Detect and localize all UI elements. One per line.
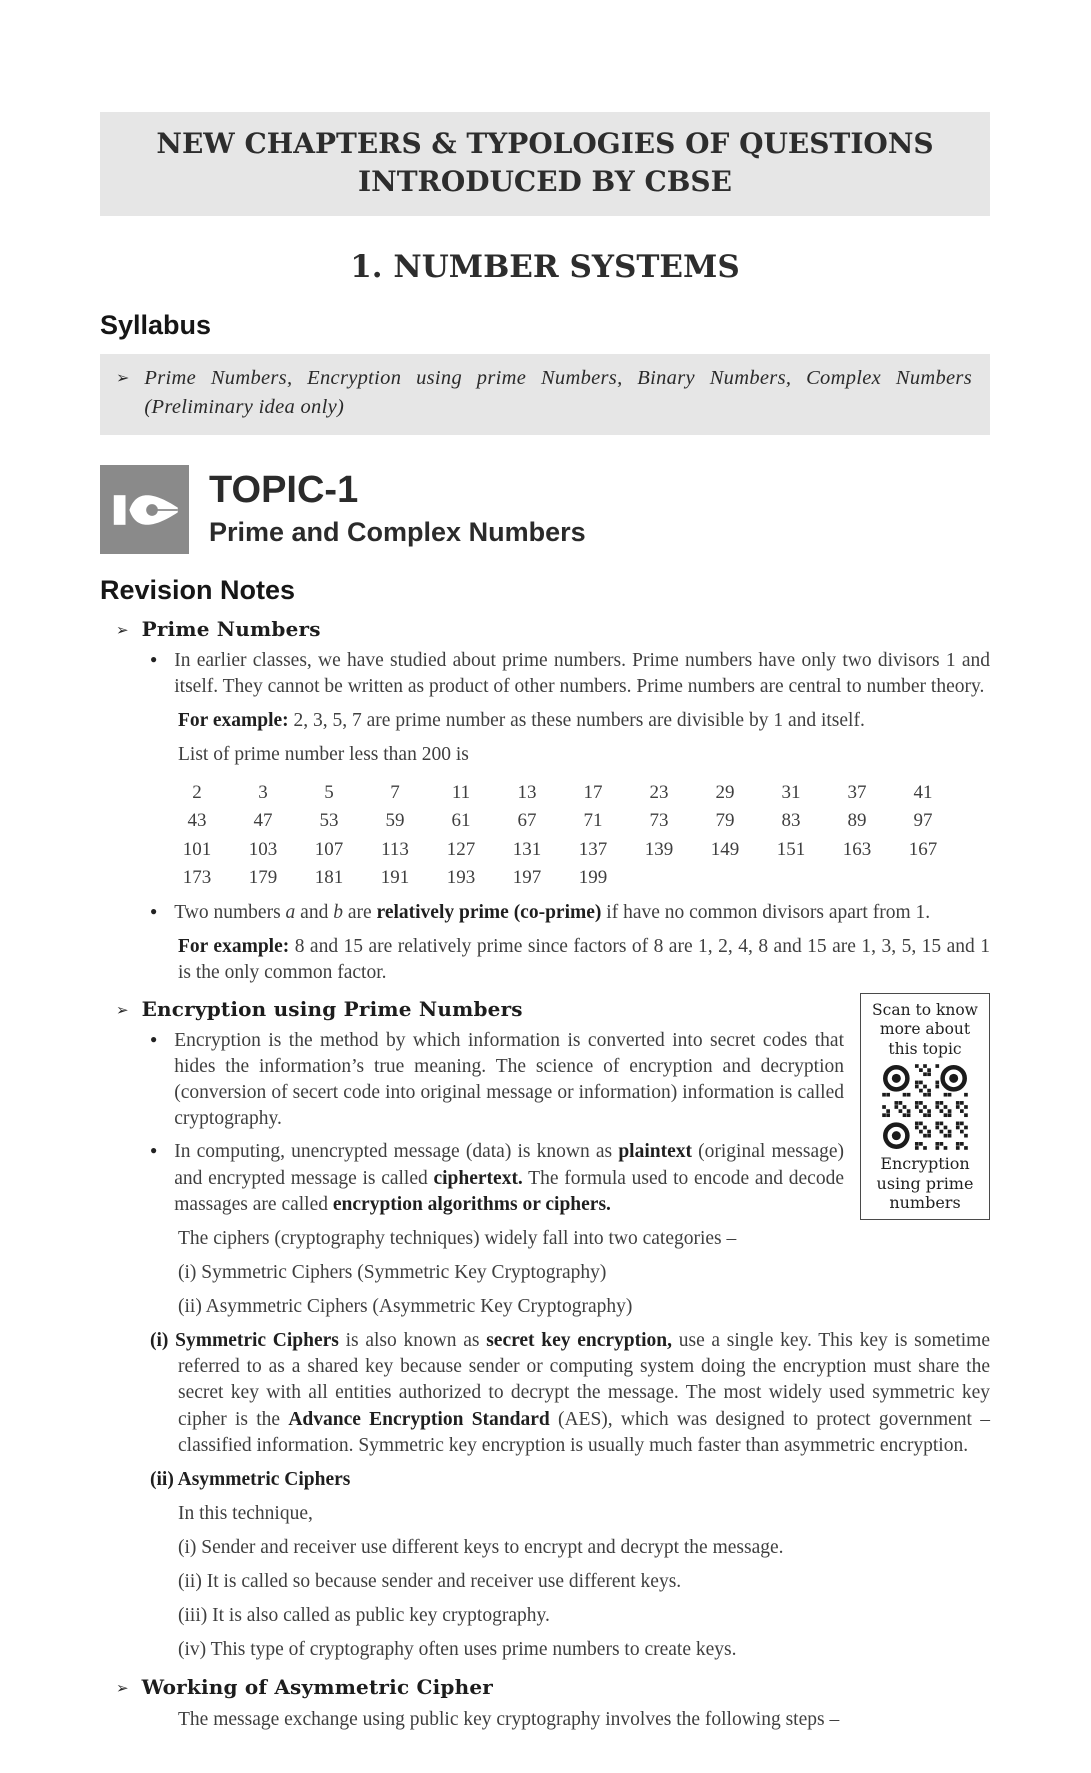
prime-example-1: [178, 708, 990, 734]
text-segment: ciphertext.: [433, 1167, 523, 1189]
prime-example-2: [178, 934, 990, 986]
prime-number: 137: [578, 838, 608, 860]
working-intro: The message exchange using public key cryptography involves the following steps –: [178, 1708, 840, 1730]
prime-bullet-1: [150, 648, 990, 700]
prime-number: 43: [187, 810, 207, 832]
prime-number: 127: [446, 838, 476, 860]
prime-number: 3: [258, 781, 268, 803]
revision-notes-heading: Revision Notes: [100, 575, 296, 606]
text-segment: For example:: [178, 935, 290, 957]
prime-number: 193: [446, 867, 476, 889]
asymmetric-ciphers-heading: (ii) Asymmetric Ciphers: [150, 1468, 351, 1490]
prime-number: 107: [314, 838, 344, 860]
prime-number: 103: [248, 838, 278, 860]
text-segment: Advance Encryption Standard: [288, 1408, 550, 1430]
prime-number: 89: [847, 810, 867, 832]
cipher-category-i: (i) Symmetric Ciphers (Symmetric Key Cryptography): [178, 1261, 607, 1283]
bullet-icon: ●: [150, 1143, 158, 1158]
text-segment: 2, 3, 5, 7 are prime number as these numbers are divisible by 1 and itself.: [288, 710, 865, 732]
text-segment: use a single key. This key is sometime referred to as a shared key because sender or computing system doing the encryption must share the secret key with all entities authorized to decrypt the message. The most widely used symmetric key cipher is the: [178, 1330, 991, 1430]
asymmetric-point-4: (iv) This type of cryptography often uses prime numbers to create keys.: [178, 1639, 737, 1661]
asymmetric-point-2: (ii) It is called so because sender and receiver use different keys.: [178, 1571, 682, 1593]
text-segment: are: [342, 901, 377, 923]
prime-table-row: [164, 836, 956, 865]
prime-bullet-2: [150, 900, 990, 926]
ciphers-intro: The ciphers (cryptography techniques) widely fall into two categories –: [178, 1227, 737, 1249]
prime-table-row: [164, 864, 956, 893]
asymmetric-intro: In this technique,: [178, 1502, 313, 1524]
prime-number: 17: [583, 781, 603, 803]
prime-number: 47: [253, 810, 273, 832]
prime-number: 7: [390, 781, 400, 803]
prime-number: 173: [182, 867, 212, 889]
prime-number: 167: [908, 838, 938, 860]
prime-number: 67: [517, 810, 537, 832]
topic-header: [100, 465, 990, 554]
prime-number: 11: [451, 781, 471, 803]
prime-number-table: [164, 779, 956, 893]
prime-number: 197: [512, 867, 542, 889]
text-segment: The formula used to encode and decode massages are called: [174, 1167, 844, 1215]
bullet-icon: ●: [150, 903, 158, 918]
section-heading-label: Prime Numbers: [141, 617, 321, 642]
prime-number: 61: [451, 810, 471, 832]
arrow-bullet-icon: ➢: [116, 369, 130, 387]
syllabus-heading: Syllabus: [100, 309, 212, 340]
text-segment: if have no common divisors apart from 1.: [601, 901, 931, 923]
prime-number: 41: [913, 781, 933, 803]
banner-line1: NEW CHAPTERS & TYPOLOGIES OF QUESTIONS: [156, 127, 934, 160]
working-section-heading: [116, 1675, 990, 1699]
syllabus-box: [100, 354, 990, 435]
prime-number: 149: [710, 838, 740, 860]
prime-number: 71: [583, 810, 603, 832]
text-segment: and: [295, 901, 334, 923]
bullet-text: [174, 900, 990, 926]
bullet-icon: ●: [150, 652, 158, 667]
asymmetric-point-3: (iii) It is also called as public key cryptography.: [178, 1605, 550, 1627]
topic-subtitle: Prime and Complex Numbers: [209, 516, 586, 547]
symmetric-ciphers-paragraph: [150, 1328, 990, 1459]
prime-number: 151: [776, 838, 806, 860]
encryption-bullet-2: [150, 1139, 844, 1217]
text-segment: b: [333, 901, 343, 923]
prime-number: 53: [319, 810, 339, 832]
prime-number: 181: [314, 867, 344, 889]
pen-nib-icon: [100, 465, 189, 554]
text-segment: (AES), which was designed to protect government – classified information. Symmetric key encryption is usually much faster than asymmetric encryption.: [178, 1408, 990, 1456]
prime-table-row: [164, 779, 956, 808]
prime-number: 13: [517, 781, 537, 803]
prime-number: 2: [192, 781, 202, 803]
banner-line2: INTRODUCED BY CBSE: [358, 164, 732, 198]
cipher-category-ii: (ii) Asymmetric Ciphers (Asymmetric Key Cryptography): [178, 1296, 633, 1318]
prime-number: 113: [381, 838, 409, 860]
chapter-title: 1. NUMBER SYSTEMS: [350, 248, 740, 285]
prime-number: 29: [715, 781, 735, 803]
prime-number: 101: [182, 838, 212, 860]
section-heading-label: Encryption using Prime Numbers: [141, 996, 523, 1021]
syllabus-text: Prime Numbers, Encryption using prime Numbers, Binary Numbers, Complex Numbers (Preliminary idea only): [144, 366, 972, 419]
prime-numbers-section-heading: [116, 617, 990, 641]
prime-number: 31: [781, 781, 801, 803]
prime-number: 163: [842, 838, 872, 860]
qr-caption-bottom: Encryption using prime numbers: [876, 1154, 974, 1213]
text-segment: encryption algorithms or ciphers.: [332, 1193, 611, 1215]
prime-list-intro: List of prime number less than 200 is: [178, 744, 469, 766]
text-segment: (i) Symmetric Ciphers: [150, 1330, 339, 1352]
prime-number: 83: [781, 810, 801, 832]
prime-number: 23: [649, 781, 669, 803]
qr-scan-box: [860, 993, 990, 1220]
arrow-bullet-icon: ➢: [116, 623, 129, 640]
prime-number: 139: [644, 838, 674, 860]
topic-label: TOPIC-1: [209, 469, 359, 512]
prime-number: 199: [578, 867, 608, 889]
text-segment: relatively prime (co-prime): [376, 901, 602, 923]
text-segment: Two numbers: [174, 901, 286, 923]
text-segment: is also known as: [338, 1330, 487, 1352]
bullet-text: [174, 1139, 844, 1217]
encryption-bullet-1: [150, 1028, 844, 1133]
qr-caption-top: Scan to know more about this topic: [872, 1000, 978, 1058]
prime-number: 79: [715, 810, 735, 832]
text-segment: secret key encryption,: [486, 1330, 673, 1352]
prime-number: 59: [385, 810, 405, 832]
arrow-bullet-icon: ➢: [116, 1002, 129, 1019]
prime-number: 97: [913, 810, 933, 832]
chapter-banner: [100, 112, 990, 216]
text-segment: For example:: [178, 710, 289, 732]
prime-number: 179: [248, 867, 278, 889]
prime-number: 73: [649, 810, 669, 832]
prime-number: 191: [380, 867, 410, 889]
text-segment: a: [285, 901, 296, 923]
prime-table-row: [164, 807, 956, 836]
text-segment: (original message) and encrypted message is called: [174, 1141, 845, 1189]
prime-number: 37: [847, 781, 867, 803]
text-segment: In computing, unencrypted message (data) is known as: [174, 1141, 619, 1163]
encryption-section-heading: [116, 997, 844, 1021]
topic-titles: [209, 471, 586, 548]
bullet-text: Encryption is the method by which information is converted into secret codes that hides the information’s true meaning. The science of encryption and decryption (conversion of secert code into original message or information) information is called cryptography.: [174, 1029, 844, 1130]
text-segment: 8 and 15 are relatively prime since factors of 8 are 1, 2, 4, 8 and 15 are 1, 3, 5, 15 and 1 is the only common factor.: [178, 935, 990, 983]
encryption-section: [100, 997, 990, 1664]
section-heading-label: Working of Asymmetric Cipher: [141, 1674, 493, 1699]
prime-number: 131: [512, 838, 542, 860]
text-segment: plaintext: [618, 1141, 692, 1163]
asymmetric-point-1: (i) Sender and receiver use different keys to encrypt and decrypt the message.: [178, 1537, 784, 1559]
qr-code-icon: [865, 1064, 985, 1150]
arrow-bullet-icon: ➢: [116, 1680, 129, 1697]
bullet-text: In earlier classes, we have studied about prime numbers. Prime numbers have only two divisors 1 and itself. They cannot be written as product of other numbers. Prime numbers are central to number theory.: [174, 650, 990, 698]
prime-number: 5: [324, 781, 334, 803]
bullet-icon: ●: [150, 1031, 158, 1046]
